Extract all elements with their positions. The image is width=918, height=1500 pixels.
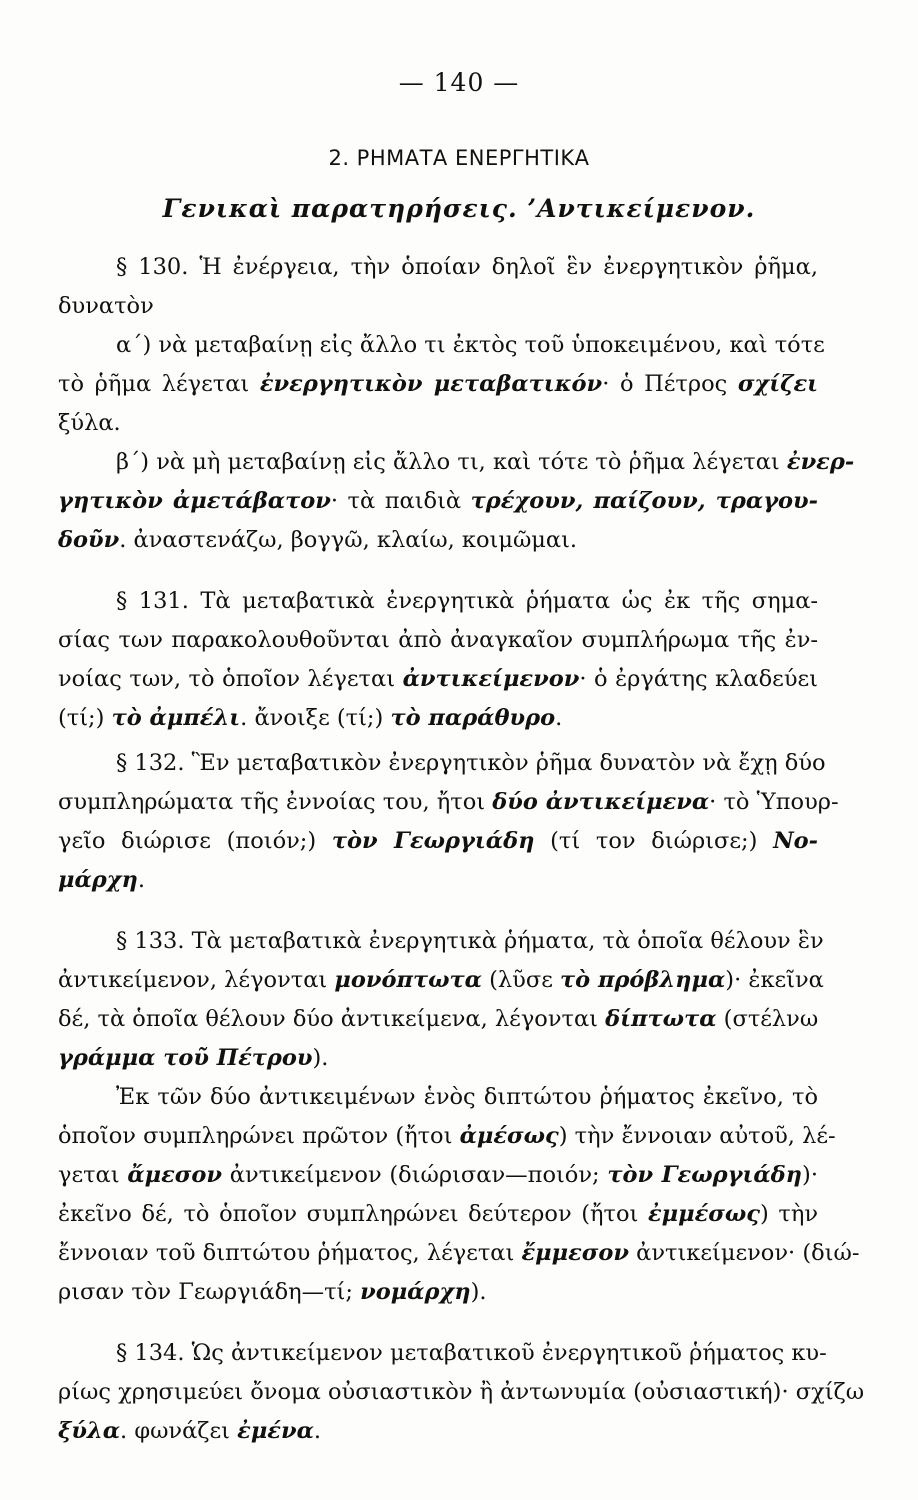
term-emphasis: δίπτωτα (605, 1006, 717, 1032)
text-run: δυνατὸν (58, 293, 154, 319)
paragraph-132 (58, 744, 839, 900)
text-run: ) τὴν ἔννοιαν αὐτοῦ, λέ- (558, 1123, 836, 1149)
text-line (58, 1412, 818, 1451)
text-line (58, 1078, 818, 1117)
term-emphasis: τὸ πρόβλημα (560, 967, 726, 993)
term-emphasis: ἐμμέσως (647, 1201, 760, 1227)
text-line (58, 582, 818, 621)
text-line (58, 861, 818, 900)
text-run: )· (802, 1162, 818, 1188)
term-emphasis: μάρχη (58, 867, 138, 893)
text-line (58, 1373, 865, 1412)
chapter-title: 2. ΡΗΜΑΤΑ ΕΝΕΡΓΗΤΙΚΑ (328, 146, 590, 170)
text-line (58, 1117, 836, 1156)
text-run: · ὁ Πέτρος (602, 371, 738, 397)
text-run: τὸ ῥῆμα λέγεται (58, 371, 260, 397)
text-run: ἔννοιαν τοῦ διπτώτου ῥήματος, λέγεται (58, 1240, 522, 1266)
text-run: ). (312, 1045, 329, 1071)
text-line (58, 961, 824, 1000)
text-run: Ἐκ τῶν δύο ἀντικειμένων ἑνὸς διπτώτου ῥήματος ἐκεῖνο, τὸ (116, 1084, 818, 1110)
text-run: § 131. Τὰ μεταβατικὰ ἐνεργητικὰ ῥήματα ὡς ἐκ τῆς σημα- (116, 588, 818, 614)
term-emphasis: ἐνερ- (786, 449, 855, 475)
term-emphasis: τρέχουν, παίζουν, τραγου- (470, 488, 818, 514)
paragraph-131 (58, 582, 818, 738)
text-line (58, 1234, 860, 1273)
paragraph-130 (58, 248, 855, 560)
text-run: . (137, 867, 146, 893)
text-run: ὁποῖον συμπληρώνει πρῶτον (ἤτοι (58, 1123, 460, 1149)
text-run: § 133. Τὰ μεταβατικὰ ἐνεργητικὰ ῥήματα, τὰ ὁποῖα θέλουν ἓν (116, 928, 824, 954)
paragraph-gap (58, 1312, 818, 1334)
text-line (58, 744, 826, 783)
text-run: § 132. Ἓν μεταβατικὸν ἐνεργητικὸν ῥῆμα δυνατὸν νὰ ἔχῃ δύο (116, 750, 826, 776)
text-run: ἐκεῖνο δέ, τὸ ὁποῖον συμπληρώνει δεύτερον (ἤτοι (58, 1201, 648, 1227)
text-run: ἀντικείμενον, λέγονται (58, 967, 335, 993)
text-line (58, 1334, 827, 1373)
term-emphasis: μονόπτωτα (334, 967, 482, 993)
text-run: (στέλνω (716, 1006, 819, 1032)
text-line (58, 326, 825, 365)
section-subtitle: Γενικαὶ παρατηρήσεις. ’Αντικείμενον. (162, 194, 756, 223)
text-run: συμπληρώματα τῆς ἐννοίας του, ἤτοι (58, 789, 493, 815)
text-line (58, 822, 818, 861)
text-line (58, 443, 855, 482)
text-line (58, 404, 818, 443)
text-run: σίας των παρακολουθοῦνται ἀπὸ ἀναγκαῖον συμπλήρωμα τῆς ἐν- (58, 627, 818, 653)
text-run: γεῖο διώρισε (ποιόν;) (58, 828, 332, 854)
text-run: γεται (58, 1162, 128, 1188)
term-emphasis: δύο ἀντικείμενα (492, 789, 710, 815)
paragraph-gap (58, 560, 818, 582)
term-emphasis: Νο- (773, 828, 818, 854)
paragraph-134 (58, 1334, 865, 1451)
text-line (58, 922, 824, 961)
page-number: — 140 — (398, 68, 520, 97)
text-run: ξύλα. (58, 410, 121, 436)
term-emphasis: ἀμέσως (459, 1123, 559, 1149)
text-run: ἀντικείμενον (διώρισαν—ποιόν; (222, 1162, 608, 1188)
text-line (58, 621, 818, 660)
text-run: ρισαν τὸν Γεωργιάδη—τί; (58, 1279, 361, 1305)
text-run: · ὁ ἐργάτης κλαδεύει (579, 666, 818, 692)
term-emphasis: ἄμεσον (127, 1162, 222, 1188)
term-emphasis: ξύλα (58, 1418, 121, 1444)
term-emphasis: τὸν Γεωργιάδη (607, 1162, 803, 1188)
term-emphasis: τὸ ἀμπέλι (111, 705, 241, 731)
text-line (58, 1039, 818, 1078)
text-line (58, 1195, 818, 1234)
text-line (58, 1273, 818, 1312)
paragraph-133 (58, 922, 860, 1312)
text-run: (τί;) (58, 705, 112, 731)
term-emphasis: νομάρχη (360, 1279, 471, 1305)
text-run: (τί τον διώρισε;) (534, 828, 774, 854)
text-run: . ἄνοιξε (τί;) (240, 705, 391, 731)
text-run: ). (470, 1279, 487, 1305)
text-line (58, 248, 818, 287)
text-line (58, 660, 818, 699)
text-run: )· ἐκεῖνα (725, 967, 824, 993)
term-emphasis: τὸ παράθυρο (390, 705, 556, 731)
term-emphasis: δοῦν (58, 527, 120, 553)
text-line (58, 699, 818, 738)
term-emphasis: γητικὸν ἀμετάβατον (58, 488, 331, 514)
term-emphasis: σχίζει (737, 371, 819, 397)
text-run: ) τὴν (759, 1201, 818, 1227)
term-emphasis: ἀντικείμενον (402, 666, 580, 692)
term-emphasis: ἔμμεσον (521, 1240, 629, 1266)
text-line (58, 482, 818, 521)
term-emphasis: τὸν Γεωργιάδη (331, 828, 535, 854)
text-line (58, 783, 839, 822)
text-run: (λῦσε (481, 967, 561, 993)
text-run: · τὸ Ὑπουρ- (709, 789, 839, 815)
paragraph-gap (58, 900, 818, 922)
term-emphasis: γράμμα τοῦ Πέτρου (58, 1045, 313, 1071)
text-line (58, 521, 818, 560)
text-line (58, 1000, 818, 1039)
text-line (58, 287, 818, 326)
text-line (58, 365, 818, 404)
text-run: · τὰ παιδιὰ (330, 488, 471, 514)
text-run: ἀντικείμενον· (διώ- (629, 1240, 860, 1266)
text-run: δέ, τὰ ὁποῖα θέλουν δύο ἀντικείμενα, λέγονται (58, 1006, 606, 1032)
text-line (58, 1156, 818, 1195)
text-run: β΄) νὰ μὴ μεταβαίνῃ εἰς ἄλλο τι, καὶ τότε τὸ ῥῆμα λέγεται (116, 449, 787, 475)
text-run: § 134. Ὡς ἀντικείμενον μεταβατικοῦ ἐνεργητικοῦ ῥήματος κυ- (116, 1340, 827, 1366)
text-run: § 130. Ἡ ἐνέργεια, τὴν ὁποίαν δηλοῖ ἓν ἐνεργητικὸν ῥῆμα, (116, 254, 818, 280)
text-run: νοίας των, τὸ ὁποῖον λέγεται (58, 666, 403, 692)
text-run: ρίως χρησιμεύει ὄνομα οὐσιαστικὸν ἢ ἀντωνυμία (οὐσιαστική)· σχίζω (58, 1379, 865, 1405)
body-text (58, 248, 865, 1451)
text-run: . (555, 705, 563, 731)
text-run: . ἀναστενάζω, βογγῶ, κλαίω, κοιμῶμαι. (119, 527, 578, 553)
text-run: α΄) νὰ μεταβαίνῃ εἰς ἄλλο τι ἐκτὸς τοῦ ὑποκειμένου, καὶ τότε (116, 332, 825, 358)
text-run: . φωνάζει (120, 1418, 238, 1444)
term-emphasis: ἐμένα (237, 1418, 314, 1444)
text-run: . (313, 1418, 322, 1444)
term-emphasis: ἐνεργητικὸν μεταβατικόν (259, 371, 603, 397)
